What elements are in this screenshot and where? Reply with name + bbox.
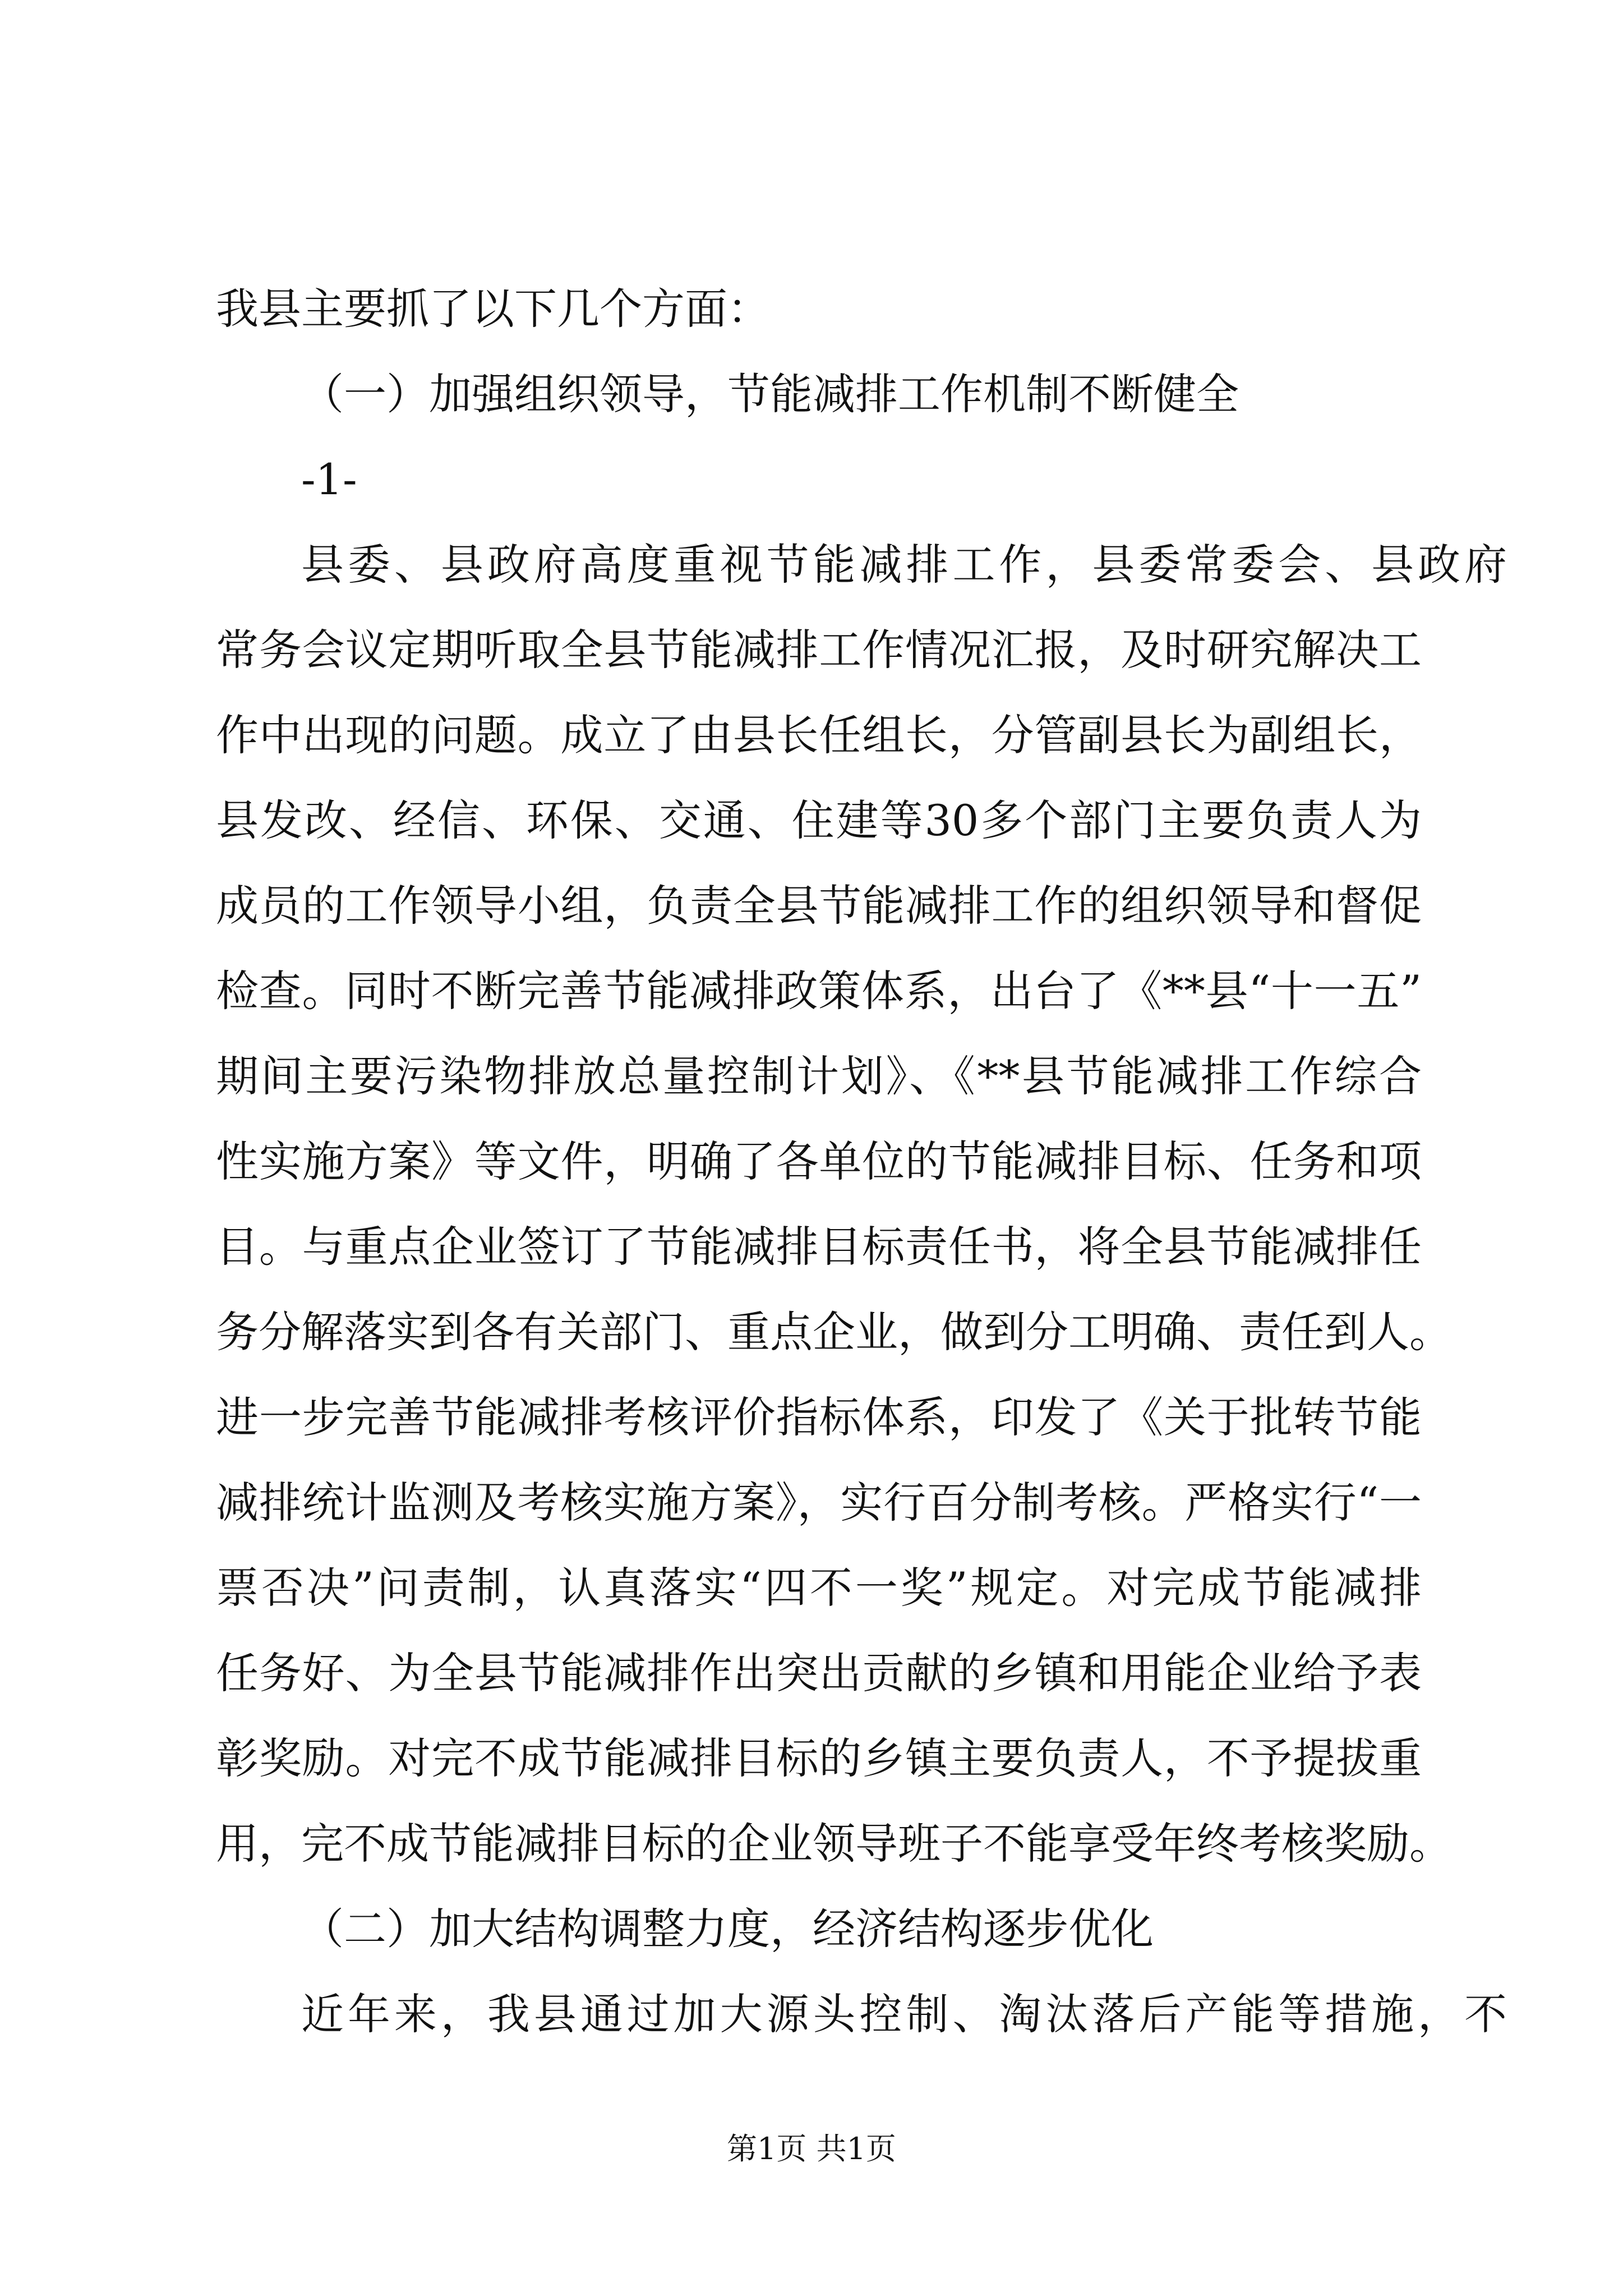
section-heading-2: （二）加大结构调整力度，经济结构逐步优化	[301, 1904, 1154, 1954]
document-body	[216, 266, 1507, 2057]
paragraph-line: 票否决”问责制，认真落实“四不一奖”规定。对完成节能减排	[216, 1563, 1422, 1613]
paragraph-line: 目。与重点企业签订了节能减排目标责任书，将全县节能减排任	[216, 1222, 1422, 1272]
paragraph-line: 期间主要污染物排放总量控制计划》、《**县节能减排工作综合	[216, 1051, 1422, 1101]
paragraph-line: 用，完不成节能减排目标的企业领导班子不能享受年终考核奖励。	[216, 1819, 1452, 1869]
paragraph-line: 近年来，我县通过加大源头控制、淘汰落后产能等措施，不	[301, 1989, 1507, 2039]
paragraph-line: 务分解落实到各有关部门、重点企业，做到分工明确、责任到人。	[216, 1307, 1452, 1357]
intro-line: 我县主要抓了以下几个方面：	[216, 284, 770, 334]
paragraph-line: 县发改、经信、环保、交通、住建等30多个部门主要负责人为	[216, 795, 1422, 845]
paragraph-line: 常务会议定期听取全县节能减排工作情况汇报，及时研究解决工	[216, 625, 1422, 675]
paragraph-line: 彰奖励。对完不成节能减排目标的乡镇主要负责人，不予提拔重	[216, 1733, 1422, 1783]
inline-page-marker: -1-	[301, 454, 357, 504]
paragraph-line: 成员的工作领导小组，负责全县节能减排工作的组织领导和督促	[216, 881, 1422, 931]
paragraph-line: 检查。同时不断完善节能减排政策体系，出台了《**县“十一五”	[216, 966, 1422, 1016]
paragraph-line: 县委、县政府高度重视节能减排工作，县委常委会、县政府	[301, 540, 1507, 590]
paragraph-line: 作中出现的问题。成立了由县长任组长，分管副县长为副组长，	[216, 710, 1422, 760]
section-heading-1: （一）加强组织领导，节能减排工作机制不断健全	[301, 369, 1239, 419]
paragraph-line: 性实施方案》等文件，明确了各单位的节能减排目标、任务和项	[216, 1137, 1422, 1186]
paragraph-line: 减排统计监测及考核实施方案》，实行百分制考核。严格实行“一	[216, 1478, 1422, 1527]
paragraph-line: 进一步完善节能减排考核评价指标体系，印发了《关于批转节能	[216, 1392, 1422, 1442]
page-footer: 第1页 共1页	[727, 2131, 896, 2166]
paragraph-line: 任务好、为全县节能减排作出突出贡献的乡镇和用能企业给予表	[216, 1648, 1422, 1698]
